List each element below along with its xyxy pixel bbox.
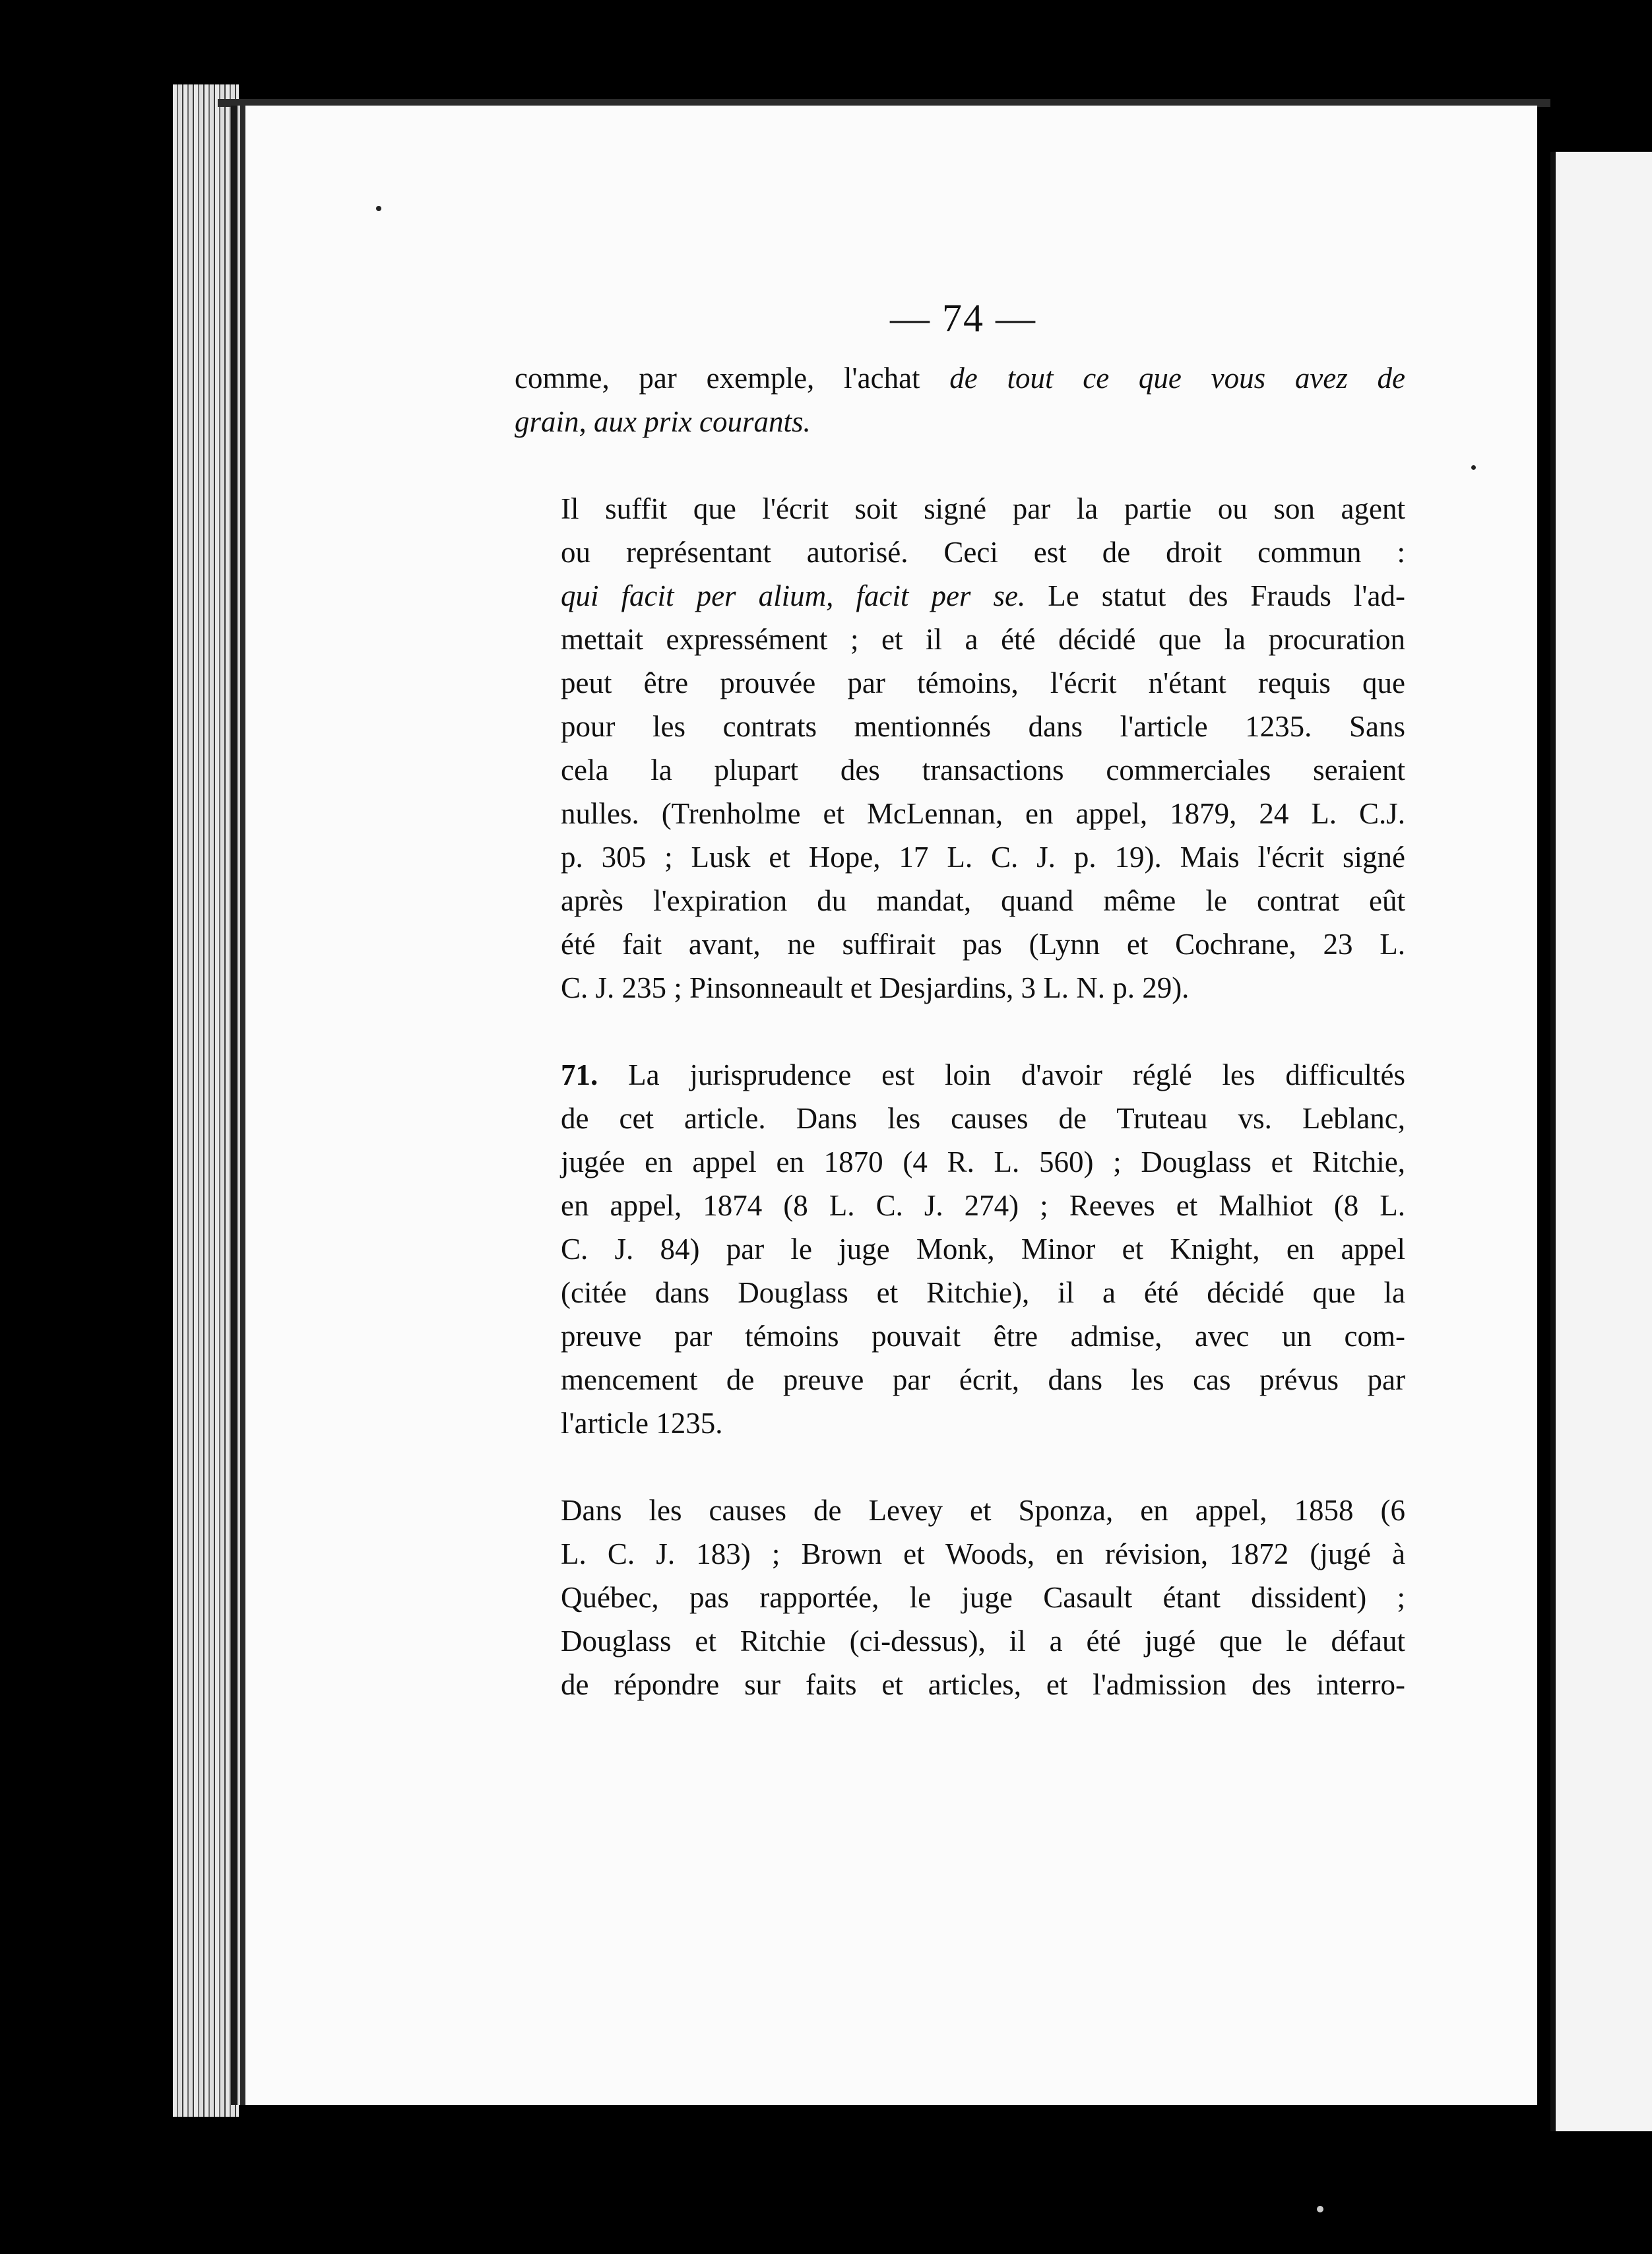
text-line: Dans les causes de Levey et Sponza, en appel, 1858 (6 (561, 1494, 1405, 1527)
text-line: peut être prouvée par témoins, l'écrit n'étant requis que (561, 666, 1405, 699)
text-line: preuve par témoins pouvait être admise, avec un com- (561, 1320, 1405, 1353)
text-line: C. J. 235 ; Pinsonneault et Desjardins, 3 L. N. p. 29). (561, 971, 1190, 1004)
page-number: — 74 — (890, 296, 1036, 340)
text-line: nulles. (Trenholme et McLennan, en appel, 1879, 24 L. C.J. (561, 797, 1405, 830)
text-line: en appel, 1874 (8 L. C. J. 274) ; Reeves et Malhiot (8 L. (561, 1189, 1405, 1222)
text-line: comme, par exemple, l'achat de tout ce que vous avez de (515, 362, 1405, 395)
text-line: mencement de preuve par écrit, dans les cas prévus par (561, 1363, 1405, 1396)
text-line: l'article 1235. (561, 1407, 723, 1440)
text-line: Québec, pas rapportée, le juge Casault étant dissident) ; (561, 1581, 1405, 1614)
body-text (515, 356, 1405, 1706)
text-line: qui facit per alium, facit per se. Le statut des Frauds l'ad- (561, 579, 1405, 612)
text-line: Il suffit que l'écrit soit signé par la partie ou son agent (561, 492, 1405, 525)
text-line: mettait expressément ; et il a été décidé que la procuration (561, 623, 1405, 656)
text-line: 71. La jurisprudence est loin d'avoir réglé les difficultés (561, 1058, 1405, 1091)
text-line: L. C. J. 183) ; Brown et Woods, en révision, 1872 (jugé à (561, 1537, 1405, 1570)
dust-speck (376, 206, 381, 211)
paragraph-71 (515, 1053, 1405, 1445)
book-page-edges (173, 84, 239, 2117)
text-line: Douglass et Ritchie (ci-dessus), il a été jugé que le défaut (561, 1625, 1405, 1658)
dust-speck (1317, 2206, 1323, 2212)
text-line: grain, aux prix courants. (515, 405, 811, 438)
text-line: après l'expiration du mandat, quand même le contrat eût (561, 884, 1405, 917)
text-line: de répondre sur faits et articles, et l'admission des interro- (561, 1668, 1405, 1701)
text-line: p. 305 ; Lusk et Hope, 17 L. C. J. p. 19). Mais l'écrit signé (561, 841, 1405, 874)
facing-page-edge (1550, 152, 1652, 2131)
text-line: (citée dans Douglass et Ritchie), il a été décidé que la (561, 1276, 1405, 1309)
dust-speck (1471, 465, 1476, 470)
paragraph-1 (515, 356, 1405, 443)
text-line: ou représentant autorisé. Ceci est de droit commun : (561, 536, 1405, 569)
paragraph-2 (515, 487, 1405, 1010)
text-line: pour les contrats mentionnés dans l'article 1235. Sans (561, 710, 1405, 743)
paragraph-4 (515, 1489, 1405, 1706)
text-line: cela la plupart des transactions commerciales seraient (561, 754, 1405, 787)
text-line: de cet article. Dans les causes de Truteau vs. Leblanc, (561, 1102, 1405, 1135)
text-line: C. J. 84) par le juge Monk, Minor et Knight, en appel (561, 1233, 1405, 1266)
text-line: jugée en appel en 1870 (4 R. L. 560) ; Douglass et Ritchie, (561, 1145, 1405, 1178)
section-number: 71. (561, 1058, 598, 1091)
text-line: été fait avant, ne suffirait pas (Lynn et Cochrane, 23 L. (561, 928, 1405, 961)
